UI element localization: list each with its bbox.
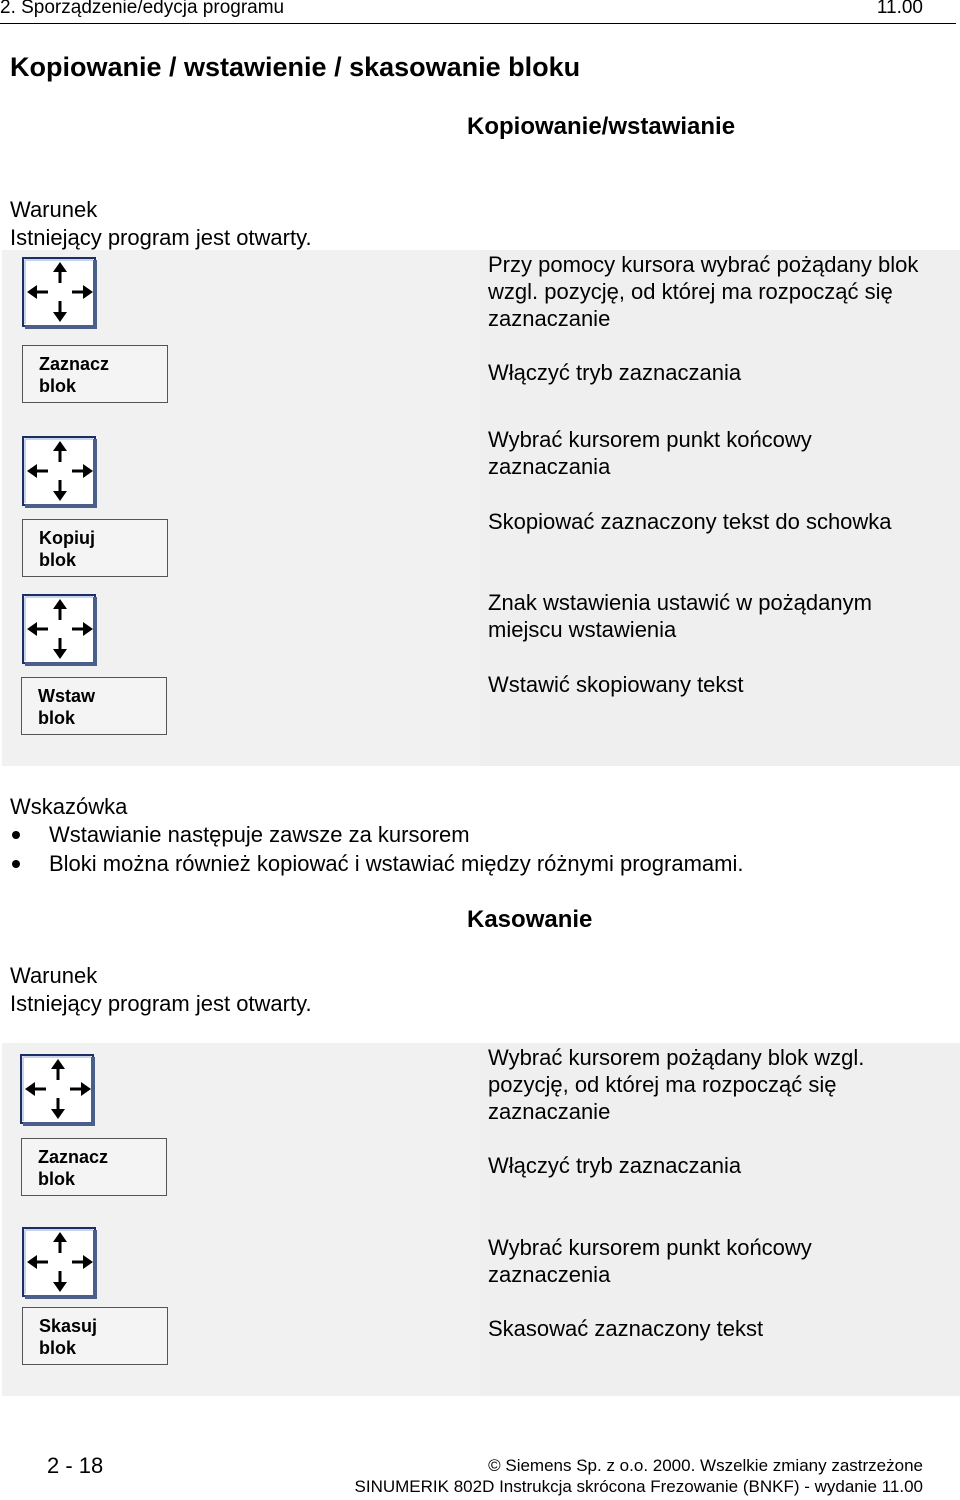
copy-step-6: Wstawić skopiowany tekst [488, 672, 744, 697]
softkey-insert-block[interactable]: Wstaw blok [21, 677, 167, 735]
copy-step-1: Przy pomocy kursora wybrać pożądany blok wzgl. pozycję, od której ma rozpocząć się zaznaczanie [488, 252, 919, 331]
delete-condition-text: Istniejący program jest otwarty. [10, 991, 312, 1016]
cursor-keys-icon[interactable] [20, 1054, 98, 1128]
cursor-keys-icon[interactable] [22, 1227, 100, 1301]
copy-step-5: Znak wstawienia ustawić w pożądanym miejscu wstawienia [488, 590, 872, 642]
bullet-icon [12, 860, 20, 868]
softkey-mark-block[interactable]: Zaznacz blok [22, 345, 168, 403]
footer-manual: SINUMERIK 802D Instrukcja skrócona Frezowanie (BNKF) - wydanie 11.00 [354, 1477, 923, 1496]
copy-heading: Kopiowanie/wstawianie [467, 113, 736, 140]
copy-condition-label: Warunek [10, 197, 98, 222]
bullet-icon [12, 831, 20, 839]
hint-label: Wskazówka [10, 794, 128, 819]
footer-copyright: © Siemens Sp. z o.o. 2000. Wszelkie zmiany zastrzeżone [488, 1456, 923, 1475]
delete-condition-label: Warunek [10, 963, 98, 988]
header-version: 11.00 [876, 0, 923, 18]
copy-condition-text: Istniejący program jest otwarty. [10, 225, 312, 250]
hint-item: Bloki można również kopiować i wstawiać między różnymi programami. [10, 849, 743, 878]
delete-step-2: Włączyć tryb zaznaczania [488, 1153, 742, 1178]
header-section: 2. Sporządzenie/edycja programu [0, 0, 285, 18]
copy-step-2: Włączyć tryb zaznaczania [488, 360, 742, 385]
cursor-keys-icon[interactable] [22, 436, 100, 510]
cursor-keys-icon[interactable] [22, 257, 100, 331]
softkey-mark-block[interactable]: Zaznacz blok [21, 1138, 167, 1196]
delete-step-1: Wybrać kursorem pożądany blok wzgl. pozycję, od której ma rozpocząć się zaznaczanie [488, 1045, 865, 1124]
softkey-delete-block[interactable]: Skasuj blok [22, 1307, 168, 1365]
delete-step-3: Wybrać kursorem punkt końcowy zaznaczenia [488, 1235, 812, 1287]
cursor-keys-icon[interactable] [22, 594, 100, 668]
hint-list [10, 820, 743, 878]
copy-step-4: Skopiować zaznaczony tekst do schowka [488, 509, 892, 534]
page-title: Kopiowanie / wstawienie / skasowanie bloku [10, 52, 581, 82]
delete-step-4: Skasować zaznaczony tekst [488, 1316, 764, 1341]
softkey-copy-block[interactable]: Kopiuj blok [22, 519, 168, 577]
hint-item: Wstawianie następuje zawsze za kursorem [10, 820, 743, 849]
header-rule [0, 23, 956, 24]
copy-step-3: Wybrać kursorem punkt końcowy zaznaczania [488, 427, 812, 479]
delete-heading: Kasowanie [467, 906, 593, 933]
page-number: 2 - 18 [47, 1453, 104, 1478]
